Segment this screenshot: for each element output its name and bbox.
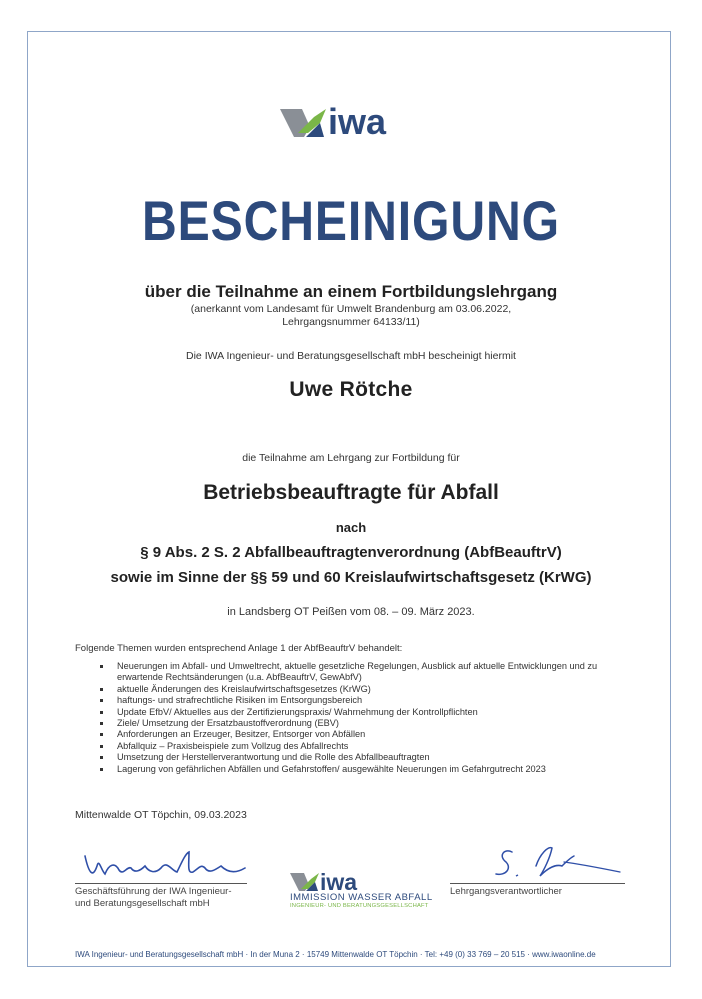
- topic-item: [100, 695, 645, 706]
- intro-text: Die IWA Ingenieur- und Beratungsgesellschaft mbH bescheinigt hiermit: [186, 350, 516, 362]
- signature-line-left: [75, 883, 247, 884]
- topic-text: Update EfbV/ Aktuelles aus der Zertifizierungspraxis/ Wahrnehmung der Kontrollpflichten: [117, 706, 478, 717]
- logo-bottom-wordmark: iwa: [320, 870, 358, 892]
- topic-item: [100, 661, 645, 684]
- place-date: Mittenwalde OT Töpchin, 09.03.2023: [75, 809, 247, 821]
- topic-item: [100, 684, 645, 695]
- participant-name: Uwe Rötche: [289, 378, 413, 401]
- bullet-icon: [100, 688, 103, 691]
- nach-text: nach: [335, 520, 367, 535]
- topic-text: haftungs- und strafrechtliche Risiken im Entsorgungsbereich: [117, 695, 363, 706]
- signature-caption-left: [75, 886, 231, 910]
- bullet-icon: [100, 665, 103, 668]
- recognition-line-2: Lehrgangsnummer 64133/11): [282, 316, 420, 328]
- logo-tagline: IMMISSION WASSER ABFALL: [290, 892, 433, 903]
- topic-item: [100, 752, 645, 763]
- iwa-logo-bottom: [290, 870, 433, 910]
- topic-text: Neuerungen im Abfall- und Umweltrecht, aktuelle gesetzliche Regelungen, Ausblick auf aktuelle Entwicklungen und zu erwartende Rechtsänderungen (u.a. AbfBeauftrV, GewAbfV): [117, 661, 598, 683]
- participation-text: die Teilnahme am Lehrgang zur Fortbildung für: [242, 452, 460, 464]
- topic-text: Abfallquiz – Praxisbeispiele zum Vollzug des Abfallrechts: [117, 740, 349, 751]
- topic-text: Umsetzung der Herstellerverantwortung und die Rolle des Abfallbeauftragten: [117, 752, 430, 763]
- recognition-note: [0, 303, 702, 329]
- bullet-icon: [100, 756, 103, 759]
- signature-line-right: [450, 883, 625, 884]
- recognition-line-1: (anerkannt vom Landesamt für Umwelt Brandenburg am 03.06.2022,: [190, 303, 512, 315]
- topic-item: [100, 741, 645, 752]
- course-title: Betriebsbeauftragte für Abfall: [203, 481, 499, 504]
- signature-right: [470, 838, 630, 884]
- footer-address: IWA Ingenieur- und Beratungsgesellschaft mbH · In der Muna 2 · 15749 Mittenwalde OT Töpchin · Tel: +49 (0) 33 769 – 20 515 · www.iwaonline.de: [75, 950, 596, 959]
- bullet-icon: [100, 699, 103, 702]
- regulation-line-1: § 9 Abs. 2 S. 2 Abfallbeauftragtenverordnung (AbfBeauftrV): [140, 544, 562, 561]
- certificate-subtitle: über die Teilnahme an einem Fortbildungslehrgang: [144, 282, 558, 301]
- topic-text: Lagerung von gefährlichen Abfällen und Gefahrstoffen/ ausgewählte Neuerungen im Gefahrgutrecht 2023: [117, 763, 546, 774]
- topic-item: [100, 707, 645, 718]
- location-date: in Landsberg OT Peißen vom 08. – 09. März 2023.: [227, 606, 475, 618]
- topic-text: Anforderungen an Erzeuger, Besitzer, Entsorger von Abfällen: [117, 729, 366, 740]
- signature-caption-left-line-1: Geschäftsführung der IWA Ingenieur-: [75, 886, 232, 897]
- bullet-icon: [100, 768, 103, 771]
- topics-list: [100, 661, 645, 775]
- logo-wordmark: iwa: [328, 103, 387, 139]
- topic-text: aktuelle Änderungen des Kreislaufwirtschaftsgesetzes (KrWG): [117, 683, 371, 694]
- certificate-title: BESCHEINIGUNG: [142, 189, 560, 252]
- topic-text: Ziele/ Umsetzung der Ersatzbaustoffverordnung (EBV): [117, 718, 339, 729]
- topic-item: [100, 718, 645, 729]
- iwa-logo-mark: [290, 870, 390, 892]
- bullet-icon: [100, 745, 103, 748]
- signature-caption-right: Lehrgangsverantwortlicher: [450, 886, 562, 897]
- topic-item: [100, 729, 645, 740]
- bullet-icon: [100, 711, 103, 714]
- logo-subtagline: INGENIEUR- UND BERATUNGSGESELLSCHAFT: [290, 903, 429, 909]
- topics-intro: Folgende Themen wurden entsprechend Anlage 1 der AbfBeauftrV behandelt:: [75, 643, 403, 654]
- bullet-icon: [100, 733, 103, 736]
- iwa-logo: [280, 103, 420, 139]
- signature-left: [75, 844, 265, 884]
- bullet-icon: [100, 722, 103, 725]
- signature-caption-left-line-2: und Beratungsgesellschaft mbH: [75, 898, 210, 909]
- regulation-line-2: sowie im Sinne der §§ 59 und 60 Kreislaufwirtschaftsgesetz (KrWG): [110, 569, 592, 586]
- topic-item: [100, 764, 645, 775]
